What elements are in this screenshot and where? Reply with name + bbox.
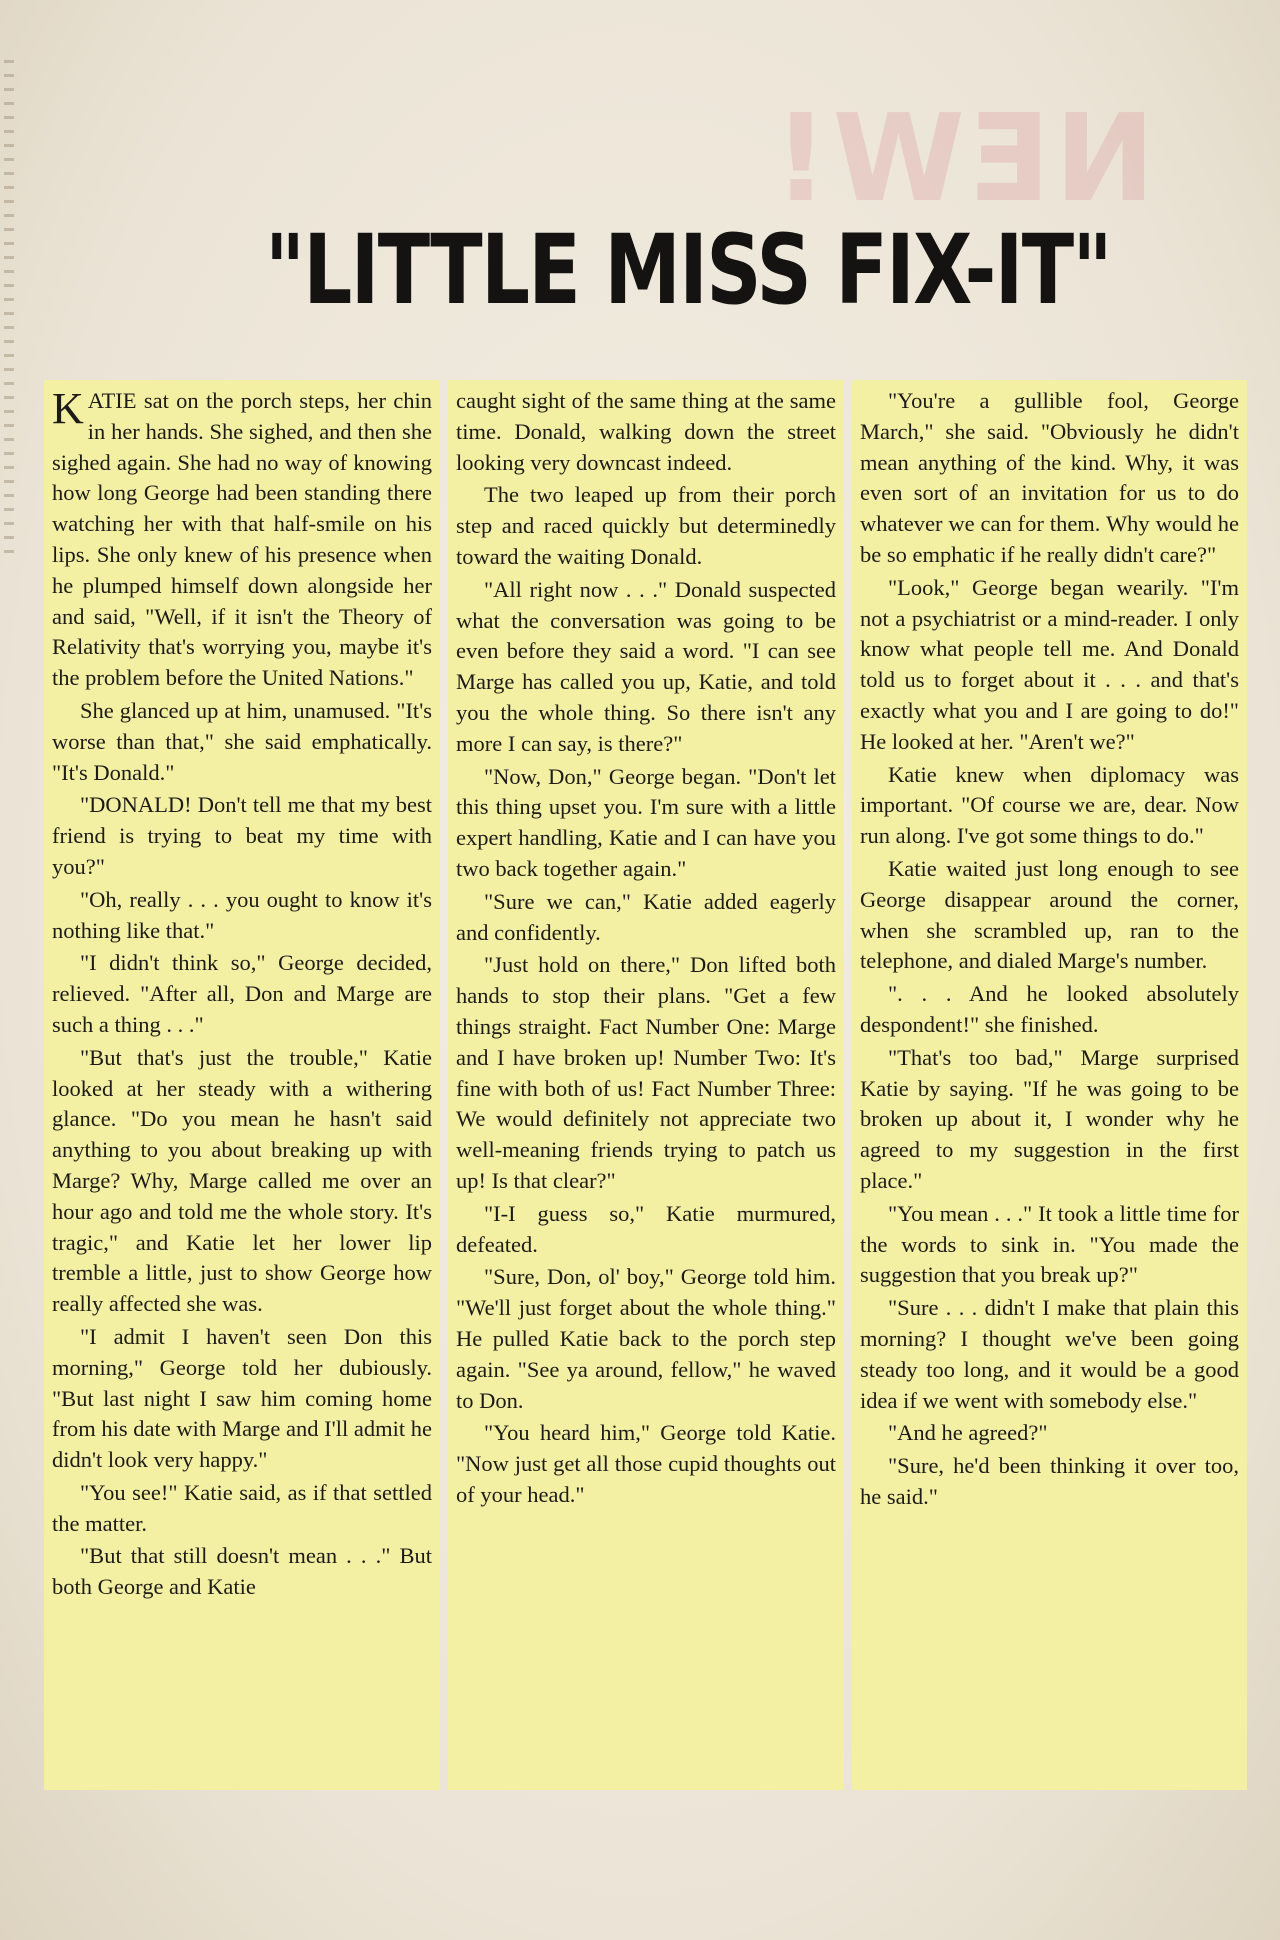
story-paragraph (52, 1322, 432, 1476)
paragraph-text: "Look," George began wearily. "I'm not a psychiatrist or a mind-reader. I only know what people tell me. And Donald told us to forget about it . . . and that's exactly what you and I are going to do!" He looked at her. "Aren't we?" (860, 574, 1239, 754)
story-paragraph (860, 386, 1239, 571)
story-paragraph (52, 1478, 432, 1540)
paragraph-text: "DONALD! Don't tell me that my best friend is trying to beat my time with you?" (52, 792, 432, 879)
paragraph-text: "Sure, Don, ol' boy," George told him. "We'll just forget about the whole thing." He pulled Katie back to the porch step again. "See ya around, fellow," he waved to Don. (456, 1264, 836, 1413)
paragraph-text: She glanced up at him, unamused. "It's worse than that," she said emphatically. "It's Donald." (52, 697, 432, 785)
story-paragraph (860, 1451, 1239, 1513)
paragraph-text: "You're a gullible fool, George March," she said. "Obviously he didn't mean anything of the kind. Why, it was even sort of an invitation for us to do whatever we can for them. Why would he be so emphatic if he really didn't care?" (860, 388, 1239, 567)
paragraph-text: "All right now . . ." Donald suspected what the conversation was going to be even before they said a word. "I can see Marge has called you up, Katie, and told you the whole thing. So there isn't any more I can say, is there?" (456, 576, 836, 756)
story-paragraph (52, 1541, 432, 1603)
paragraph-text: The two leaped up from their porch step and raced quickly but determinedly toward the waiting Donald. (456, 482, 836, 569)
story-paragraph (456, 575, 836, 760)
paragraph-text: Katie waited just long enough to see George disappear around the corner, when she scrambled up, ran to the telephone, and dialed Marge's number. (860, 855, 1239, 974)
paragraph-text: "You mean . . ." It took a little time for the words to sink in. "You made the suggestion that you break up?" (860, 1200, 1239, 1288)
paragraph-text: "Sure . . . didn't I make that plain this morning? I thought we've been going steady too long, and it would be a good idea if we went with somebody else." (860, 1295, 1239, 1413)
story-paragraph (860, 1043, 1239, 1197)
story-paragraph (456, 950, 836, 1196)
story-title: "LITTLE MISS FIX-IT" (265, 214, 1111, 326)
story-paragraph (52, 1043, 432, 1320)
story-paragraph (860, 979, 1239, 1041)
paragraph-text: "That's too bad," Marge surprised Katie by saying. "If he was going to be broken up about it, I wonder why he agreed to my suggestion in the first place." (860, 1044, 1239, 1193)
paragraph-text: "Oh, really . . . you ought to know it's nothing like that." (52, 886, 432, 943)
paragraph-text: caught sight of the same thing at the same time. Donald, walking down the street looking very downcast indeed. (456, 388, 836, 475)
story-paragraph (456, 887, 836, 949)
story-paragraph (456, 1262, 836, 1416)
story-paragraph (52, 885, 432, 947)
story-paragraph (860, 760, 1239, 852)
story-paragraph (456, 1418, 836, 1510)
paragraph-text: "You heard him," George told Katie. "Now just get all those cupid thoughts out of your head." (456, 1420, 836, 1507)
paragraph-text: "But that's just the trouble," Katie looked at her steady with a withering glance. "Do you mean he hasn't said anything to you about breaking up with Marge? Why, Marge called me over an hour ago and told me the whole story. It's tragic," and Katie let her lower lip tremble a little, just to show George how really affected she was. (52, 1044, 432, 1317)
page-edge-marks (4, 60, 14, 560)
paragraph-text: "But that still doesn't mean . . ." But both George and Katie (52, 1543, 432, 1600)
paragraph-text: Katie knew when diplomacy was important. "Of course we are, dear. Now run along. I've got some things to do." (860, 761, 1239, 849)
story-paragraph (456, 1199, 836, 1261)
paragraph-text: "I didn't think so," George decided, relieved. "After all, Don and Marge are such a thing . . ." (52, 950, 432, 1037)
story-paragraph (860, 1418, 1239, 1449)
story-paragraph (456, 386, 836, 478)
paragraph-text: "Sure we can," Katie added eagerly and confidently. (456, 888, 836, 945)
story-paragraph (456, 480, 836, 572)
paragraph-text: "I-I guess so," Katie murmured, defeated. (456, 1200, 836, 1257)
paragraph-text: "Now, Don," George began. "Don't let this thing upset you. I'm sure with a little expert handling, Katie and I can have you two back together again." (456, 763, 836, 881)
paragraph-text: ". . . And he looked absolutely despondent!" she finished. (860, 981, 1239, 1037)
paragraph-text: "Sure, he'd been thinking it over too, he said." (860, 1453, 1239, 1509)
story-paragraph (52, 386, 432, 694)
story-paragraph (860, 573, 1239, 758)
story-paragraph (52, 696, 432, 788)
story-paragraph (52, 948, 432, 1040)
story-paragraph (52, 790, 432, 882)
story-paragraph (456, 762, 836, 885)
bleed-through-lettering: NEW! (769, 95, 1155, 225)
story-paragraph (860, 1199, 1239, 1291)
paragraph-text: "Just hold on there," Don lifted both hands to stop their plans. "Get a few things straight. Fact Number One: Marge and I have broken up! Number Two: It's fine with both of us! Fact Number Three: We would definitely not appreciate two well-meaning friends trying to patch us up! Is that clear?" (456, 952, 836, 1193)
text-column-1 (44, 380, 440, 1790)
story-paragraph (860, 1293, 1239, 1416)
paragraph-text: "I admit I haven't seen Don this morning," George told her dubiously. "But last night I saw him coming home from his date with Marge and I'll admit he didn't look very happy." (52, 1323, 432, 1473)
text-column-3 (852, 380, 1247, 1790)
story-paragraph (860, 854, 1239, 977)
paragraph-text: "You see!" Katie said, as if that settled the matter. (52, 1479, 432, 1536)
paragraph-text: "And he agreed?" (888, 1420, 1048, 1446)
paragraph-text: ATIE sat on the porch steps, her chin in her hands. She sighed, and then she sighed again. She had no way of knowing how long George had been standing there watching her with that half-smile on his lips. She only knew of his presence when he plumped himself down alongside her and said, "Well, if it isn't the Theory of Relativity that's worrying you, maybe it's the problem before the United Nations." (52, 388, 432, 691)
drop-cap: K (52, 384, 84, 433)
text-column-2 (448, 380, 844, 1790)
